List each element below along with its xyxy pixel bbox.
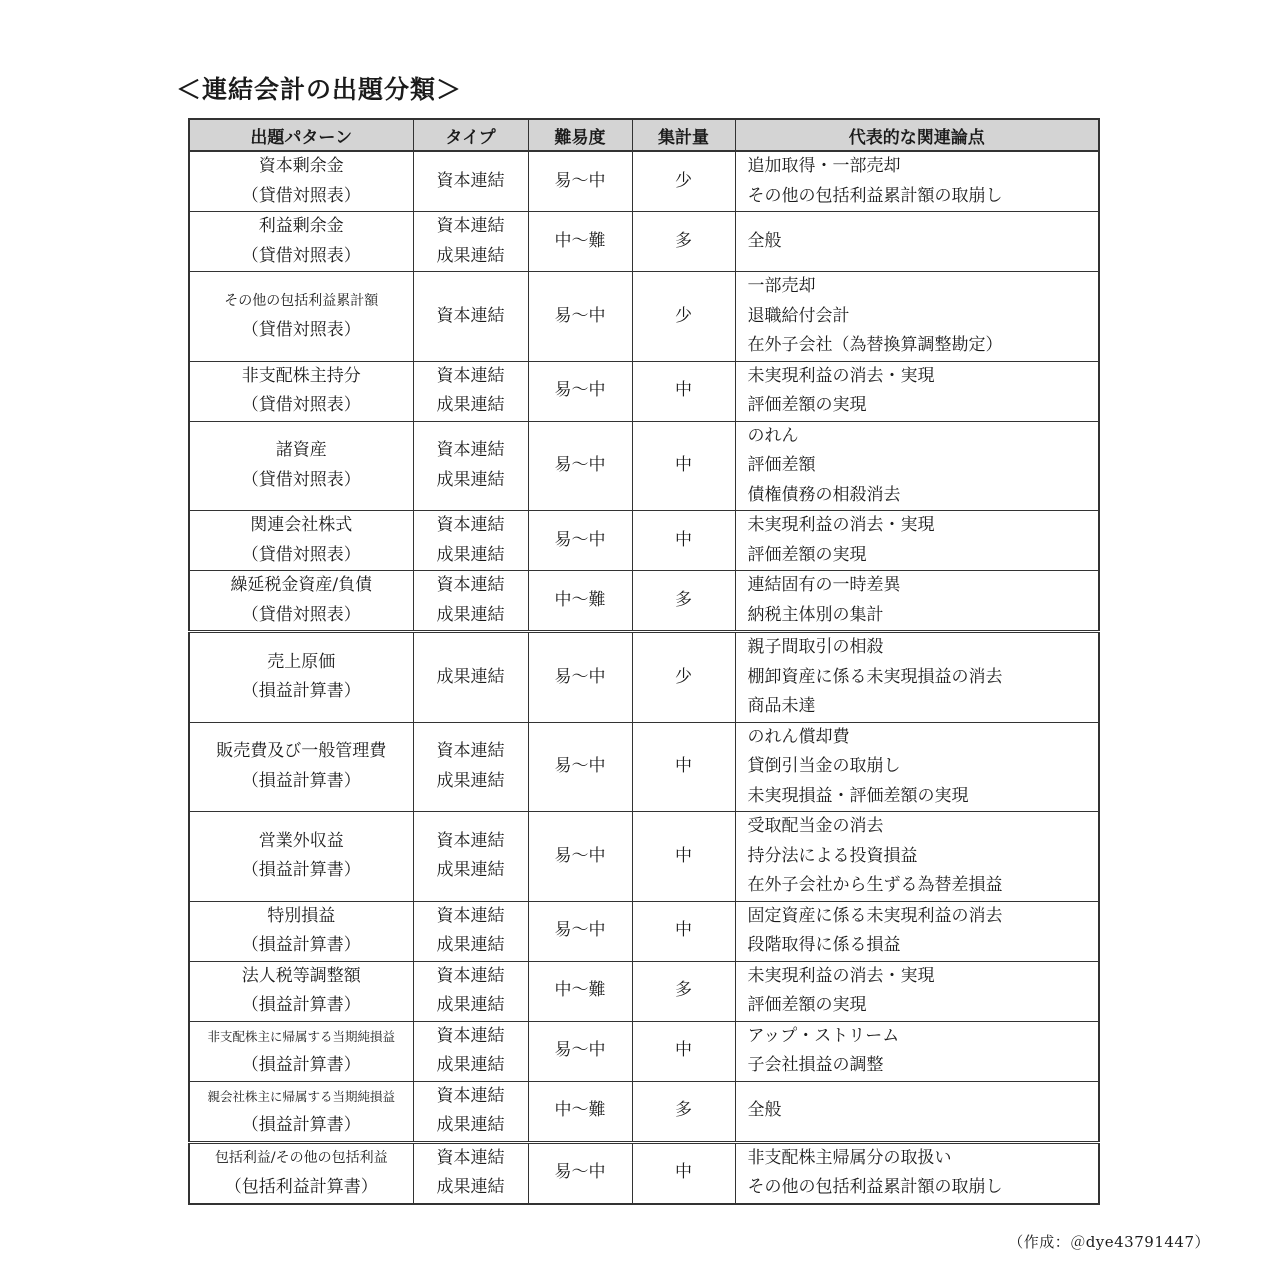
topic-item: 未実現利益の消去・実現	[747, 365, 935, 386]
cell-topics	[735, 511, 1099, 571]
topic-item: 親子間取引の相殺	[747, 637, 884, 657]
topic-item: 追加取得・一部売却	[747, 156, 901, 176]
table-row	[189, 632, 1099, 723]
table-row	[189, 1081, 1099, 1142]
cell-difficulty: 中～難	[528, 212, 632, 272]
pattern-name: 利益剰余金	[258, 216, 344, 236]
table-row	[189, 151, 1099, 212]
type-label: 資本連結	[436, 905, 505, 926]
pattern-name: 営業外収益	[258, 830, 344, 851]
topic-item: その他の包括利益累計額の取崩し	[747, 185, 1003, 206]
cell-amount: 中	[632, 901, 735, 961]
cell-amount: 中	[632, 1142, 735, 1204]
cell-topics	[735, 212, 1099, 272]
topic-item: 全般	[747, 230, 782, 251]
cell-difficulty: 易～中	[528, 421, 632, 511]
topic-item: のれん償却費	[747, 726, 850, 747]
cell-pattern	[189, 1142, 413, 1204]
table-row	[189, 361, 1099, 421]
classification-table	[188, 118, 1100, 1205]
cell-difficulty: 易～中	[528, 272, 632, 362]
author-credit: （作成：＠dye43791447）	[1008, 1233, 1210, 1251]
cell-amount: 中	[632, 812, 735, 902]
cell-difficulty: 易～中	[528, 901, 632, 961]
type-label: 資本連結	[436, 1085, 505, 1106]
topic-item: 子会社損益の調整	[747, 1055, 884, 1075]
cell-amount: 中	[632, 722, 735, 812]
topic-item: 未実現利益の消去・実現	[747, 965, 935, 986]
statement-name: （貸借対照表）	[241, 245, 361, 266]
document-title: ＜連結会計の出題分類＞	[176, 75, 463, 104]
statement-name: （貸借対照表）	[241, 395, 361, 415]
cell-amount: 中	[632, 361, 735, 421]
cell-amount: 多	[632, 961, 735, 1021]
pattern-name: その他の包括利益累計額	[224, 292, 379, 309]
topic-item: アップ・ストリーム	[747, 1025, 900, 1046]
pattern-name: 販売費及び一般管理費	[216, 741, 387, 762]
topic-item: 商品未達	[747, 696, 816, 716]
type-label: 資本連結	[436, 1025, 505, 1046]
pattern-name: 法人税等調整額	[241, 965, 361, 986]
cell-amount: 中	[632, 421, 735, 511]
type-label: 資本連結	[436, 365, 505, 386]
cell-difficulty: 易～中	[528, 511, 632, 571]
cell-pattern	[189, 361, 413, 421]
cell-amount: 中	[632, 1021, 735, 1081]
cell-pattern	[189, 511, 413, 571]
cell-amount: 多	[632, 1081, 735, 1142]
cell-difficulty: 中～難	[528, 571, 632, 632]
cell-pattern	[189, 901, 413, 961]
cell-type	[413, 1142, 528, 1204]
cell-topics	[735, 632, 1099, 723]
cell-topics	[735, 571, 1099, 632]
type-label: 成果連結	[436, 604, 505, 625]
table-body	[189, 151, 1099, 1204]
topic-item: 貸倒引当金の取崩し	[747, 756, 901, 776]
topic-item: 固定資産に係る未実現利益の消去	[747, 905, 1003, 926]
statement-name: （貸借対照表）	[241, 544, 361, 565]
statement-name: （損益計算書）	[241, 935, 361, 955]
cell-type	[413, 1081, 528, 1142]
type-label: 成果連結	[436, 395, 505, 415]
statement-name: （損益計算書）	[241, 1115, 361, 1135]
cell-pattern	[189, 1081, 413, 1142]
pattern-name: 資本剰余金	[258, 156, 344, 176]
cell-pattern	[189, 722, 413, 812]
type-label: 成果連結	[436, 1055, 505, 1075]
cell-type	[413, 632, 528, 723]
table-row	[189, 272, 1099, 362]
topic-item: 持分法による投資損益	[747, 845, 918, 866]
cell-pattern	[189, 812, 413, 902]
cell-type	[413, 901, 528, 961]
type-label: 資本連結	[436, 305, 505, 326]
statement-name: （貸借対照表）	[241, 604, 361, 625]
topic-item: のれん	[747, 425, 799, 446]
type-label: 成果連結	[436, 1115, 505, 1135]
cell-pattern	[189, 571, 413, 632]
type-label: 成果連結	[436, 544, 505, 565]
cell-topics	[735, 361, 1099, 421]
topic-item: 評価差額	[747, 455, 816, 475]
table-row	[189, 901, 1099, 961]
cell-amount: 少	[632, 272, 735, 362]
topic-item: 債権債務の相殺消去	[747, 484, 901, 505]
topic-item: 未実現利益の消去・実現	[747, 515, 935, 535]
type-label: 資本連結	[436, 170, 505, 191]
type-label: 成果連結	[436, 770, 505, 791]
topic-item: 在外子会社から生ずる為替差損益	[747, 875, 1003, 895]
table-row	[189, 1142, 1099, 1204]
type-label: 資本連結	[436, 515, 505, 535]
statement-name: （損益計算書）	[241, 995, 361, 1015]
statement-name: （貸借対照表）	[241, 320, 361, 341]
cell-type	[413, 812, 528, 902]
type-label: 資本連結	[436, 741, 505, 762]
pattern-name: 諸資産	[275, 440, 327, 461]
pattern-name: 包括利益/その他の包括利益	[214, 1149, 388, 1166]
statement-name: （貸借対照表）	[241, 469, 361, 490]
topic-item: 在外子会社（為替換算調整勘定）	[747, 335, 1003, 355]
cell-type	[413, 151, 528, 212]
topic-item: 非支配株主帰属分の取扱い	[747, 1147, 952, 1168]
cell-difficulty: 易～中	[528, 722, 632, 812]
statement-name: （損益計算書）	[241, 770, 361, 791]
topic-item: 評価差額の実現	[747, 395, 867, 415]
pattern-name: 繰延税金資産/負債	[230, 575, 373, 595]
header-topics: 代表的な関連論点	[735, 119, 1099, 151]
header-difficulty: 難易度	[528, 119, 632, 151]
pattern-name: 非支配株主持分	[241, 365, 361, 386]
cell-type	[413, 361, 528, 421]
type-label: 成果連結	[436, 995, 505, 1015]
pattern-name: 親会社株主に帰属する当期純損益	[207, 1088, 395, 1104]
header-pattern: 出題パターン	[189, 119, 413, 151]
topic-item: 全般	[747, 1100, 782, 1121]
statement-name: （貸借対照表）	[241, 185, 361, 206]
cell-topics	[735, 421, 1099, 511]
pattern-name: 関連会社株式	[250, 515, 353, 535]
topic-item: 棚卸資産に係る未実現損益の消去	[747, 666, 1003, 687]
cell-difficulty: 易～中	[528, 1021, 632, 1081]
cell-topics	[735, 1142, 1099, 1204]
table-row	[189, 421, 1099, 511]
cell-topics	[735, 812, 1099, 902]
cell-topics	[735, 151, 1099, 212]
table-row	[189, 812, 1099, 902]
cell-difficulty: 易～中	[528, 1142, 632, 1204]
type-label: 成果連結	[436, 666, 505, 687]
cell-pattern	[189, 632, 413, 723]
cell-topics	[735, 1021, 1099, 1081]
cell-type	[413, 1021, 528, 1081]
topic-item: 一部売却	[747, 276, 816, 296]
type-label: 成果連結	[436, 860, 505, 881]
table-row	[189, 571, 1099, 632]
table-row	[189, 1021, 1099, 1081]
topic-item: 評価差額の実現	[747, 544, 867, 565]
cell-type	[413, 421, 528, 511]
cell-difficulty: 易～中	[528, 151, 632, 212]
cell-topics	[735, 901, 1099, 961]
type-label: 資本連結	[436, 1147, 505, 1168]
type-label: 成果連結	[436, 935, 505, 955]
table-row	[189, 961, 1099, 1021]
type-label: 資本連結	[436, 575, 505, 595]
topic-item: 段階取得に係る損益	[747, 935, 901, 955]
statement-name: （損益計算書）	[241, 1055, 361, 1075]
cell-type	[413, 722, 528, 812]
cell-type	[413, 212, 528, 272]
cell-difficulty: 中～難	[528, 961, 632, 1021]
header-amount: 集計量	[632, 119, 735, 151]
cell-pattern	[189, 421, 413, 511]
cell-difficulty: 易～中	[528, 632, 632, 723]
cell-amount: 多	[632, 212, 735, 272]
header-row	[189, 119, 1099, 151]
cell-difficulty: 易～中	[528, 812, 632, 902]
type-label: 成果連結	[436, 469, 505, 490]
topic-item: 評価差額の実現	[747, 995, 867, 1015]
statement-name: （損益計算書）	[241, 860, 361, 881]
pattern-name: 売上原価	[267, 651, 336, 672]
cell-amount: 少	[632, 151, 735, 212]
cell-type	[413, 272, 528, 362]
cell-pattern	[189, 272, 413, 362]
type-label: 資本連結	[436, 216, 505, 236]
cell-pattern	[189, 1021, 413, 1081]
pattern-name: 特別損益	[267, 905, 336, 926]
topic-item: 受取配当金の消去	[747, 816, 884, 836]
statement-name: （包括利益計算書）	[224, 1177, 378, 1197]
cell-type	[413, 961, 528, 1021]
cell-amount: 中	[632, 511, 735, 571]
cell-amount: 少	[632, 632, 735, 723]
type-label: 資本連結	[436, 830, 505, 851]
topic-item: 未実現損益・評価差額の実現	[747, 785, 969, 806]
cell-topics	[735, 722, 1099, 812]
topic-item: 退職給付会計	[747, 305, 850, 326]
table-row	[189, 511, 1099, 571]
cell-amount: 多	[632, 571, 735, 632]
topic-item: その他の包括利益累計額の取崩し	[747, 1177, 1003, 1197]
type-label: 成果連結	[436, 245, 505, 266]
table-row	[189, 722, 1099, 812]
topic-item: 連結固有の一時差異	[747, 575, 901, 595]
cell-pattern	[189, 151, 413, 212]
topic-item: 納税主体別の集計	[747, 604, 884, 625]
type-label: 成果連結	[436, 1177, 505, 1197]
type-label: 資本連結	[436, 440, 505, 461]
cell-pattern	[189, 961, 413, 1021]
statement-name: （損益計算書）	[241, 681, 361, 702]
table-row	[189, 212, 1099, 272]
cell-topics	[735, 961, 1099, 1021]
type-label: 資本連結	[436, 965, 505, 986]
cell-type	[413, 511, 528, 571]
pattern-name: 非支配株主に帰属する当期純損益	[207, 1028, 395, 1044]
cell-topics	[735, 1081, 1099, 1142]
cell-topics	[735, 272, 1099, 362]
cell-difficulty: 中～難	[528, 1081, 632, 1142]
cell-difficulty: 易～中	[528, 361, 632, 421]
header-type: タイプ	[413, 119, 528, 151]
cell-type	[413, 571, 528, 632]
cell-pattern	[189, 212, 413, 272]
